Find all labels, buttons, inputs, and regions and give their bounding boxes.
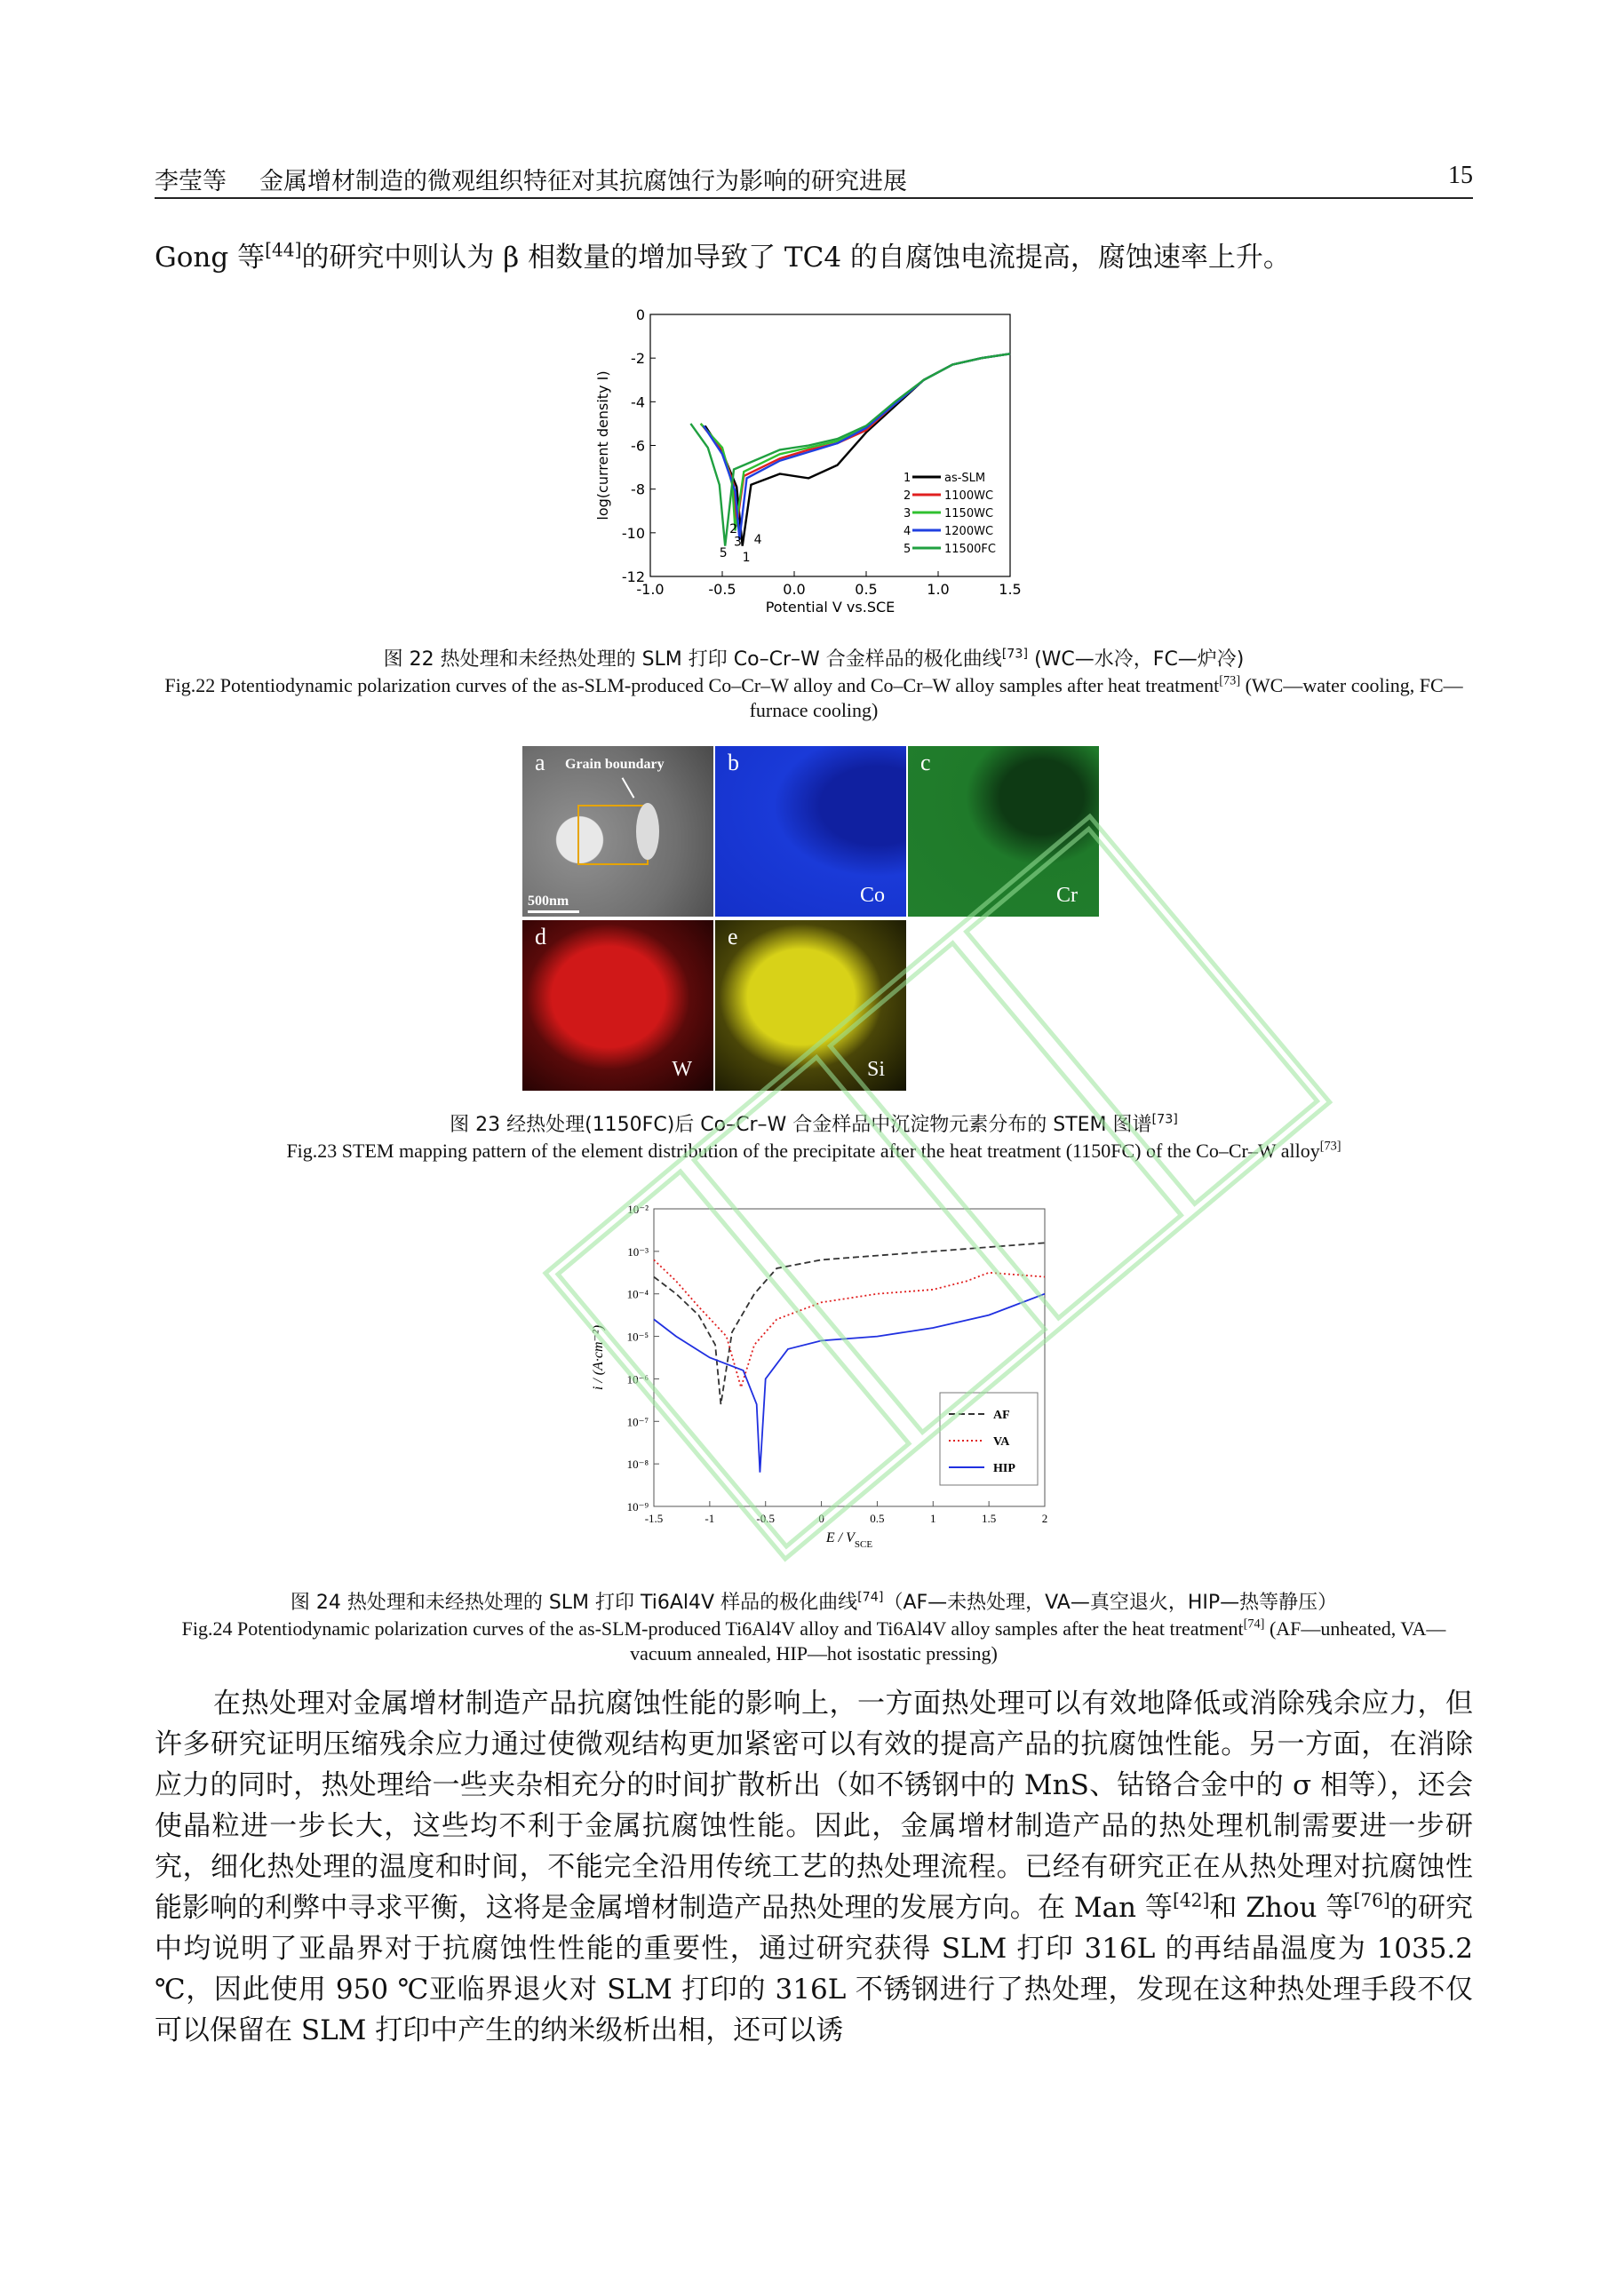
fig24-polarization-chart (577, 1195, 1075, 1568)
fig24-caption-en-post: (AF—unheated, VA—vacuum annealed, HIP—hot isostatic pressing) (630, 1617, 1446, 1664)
fig24-caption-en (155, 1617, 1473, 1666)
fig22-caption-en-post: (WC—water cooling, FC—furnace cooling) (749, 674, 1463, 721)
x-tick-label: 0.5 (870, 1512, 885, 1525)
intro-pre: Gong 等 (155, 242, 266, 274)
fig24-caption-en-ref: [74] (1243, 1617, 1265, 1632)
y-tick-label: -12 (621, 568, 645, 585)
x-tick-label: -0.5 (708, 581, 736, 598)
y-tick-label: -8 (631, 481, 645, 498)
y-axis-label: i / (A·cm⁻²) (591, 1324, 606, 1391)
intro-paragraph (155, 238, 1473, 277)
fig23-caption-en-text: Fig.23 STEM mapping pattern of the element distribution of the precipitate after the heat treatment (1150FC) of the Co–Cr–W alloy (286, 1140, 1320, 1162)
x-tick-label: 1.0 (927, 581, 950, 598)
scale-bar (528, 910, 579, 913)
legend-label: AF (993, 1409, 1010, 1422)
fig22-caption-cn (155, 647, 1473, 673)
series-line-1150WC (701, 354, 1010, 530)
curve-number-label: 4 (753, 533, 762, 548)
fig24-caption-cn-ref: [74] (857, 1590, 884, 1605)
element-label-si: Si (866, 1058, 885, 1081)
y-tick-label: -6 (631, 437, 645, 455)
legend-label: HIP (993, 1462, 1015, 1475)
x-tick-label: 1.5 (982, 1512, 997, 1525)
curve-number-label: 5 (719, 545, 728, 560)
x-tick-label: 0.5 (855, 581, 878, 598)
fig24-caption-cn (155, 1590, 1473, 1617)
element-label-w: W (672, 1058, 692, 1081)
y-tick-label: -4 (631, 393, 645, 411)
y-tick-label: 10⁻⁷ (626, 1415, 649, 1429)
x-tick-label: -1.5 (644, 1512, 664, 1525)
fig23-caption-cn-ref: [73] (1151, 1112, 1178, 1127)
x-axis-label: Potential V vs.SCE (765, 599, 896, 616)
page-number: 15 (1448, 162, 1473, 189)
legend-label: 1200WC (944, 525, 994, 538)
element-label-cr: Cr (1056, 884, 1078, 907)
fig22-caption-cn-ref: [73] (1001, 647, 1029, 662)
x-tick-label: -1 (705, 1512, 715, 1525)
panel-letter-e: e (728, 924, 738, 949)
fig22-caption-cn-text: 图 22 热处理和未经热处理的 SLM 打印 Co–Cr–W 合金样品的极化曲线 (383, 648, 1002, 671)
citation-42: [42] (1173, 1889, 1210, 1911)
body-paragraph (155, 1683, 1473, 2051)
fig22-caption-en-text: Fig.22 Potentiodynamic polarization curves of the as-SLM-produced Co–Cr–W alloy and Co–Cr–W alloy samples after heat treatment (164, 674, 1220, 696)
x-axis-label: E / $V_{SCE}$ (825, 1530, 873, 1550)
x-tick-label: -1.0 (636, 581, 665, 598)
series-line-VA (654, 1259, 1045, 1387)
x-tick-label: 0 (818, 1512, 824, 1525)
scale-bar-label: 500nm (528, 894, 569, 909)
curve-number-label: 1 (742, 550, 751, 565)
y-tick-label: 10⁻⁹ (626, 1500, 649, 1513)
x-tick-label: 2 (1041, 1512, 1048, 1525)
fig22-caption-cn-post: (WC—水冷，FC—炉冷) (1028, 648, 1245, 671)
fig22-caption-en-ref: [73] (1219, 673, 1241, 688)
fig24-caption-cn-post: （AF—未热处理，VA—真空退火，HIP—热等静压） (883, 1592, 1338, 1614)
fig23-caption-en-ref: [73] (1319, 1139, 1341, 1154)
fig23-caption-cn (155, 1112, 1473, 1139)
y-tick-label: 10⁻² (627, 1203, 649, 1216)
legend-number: 4 (904, 525, 912, 538)
header-authors: 李莹等 (155, 168, 227, 195)
y-tick-label: 10⁻⁴ (626, 1287, 649, 1301)
legend-label: 1100WC (944, 489, 994, 503)
y-tick-label: 10⁻⁸ (626, 1458, 649, 1472)
legend-label: 11500FC (944, 543, 996, 556)
stem-panel-d (522, 920, 713, 1091)
curve-number-label: 3 (733, 535, 742, 550)
fig24-caption-cn-text: 图 24 热处理和未经热处理的 SLM 打印 Ti6Al4V 样品的极化曲线 (290, 1592, 858, 1614)
fig24-caption-en-text: Fig.24 Potentiodynamic polarization curves of the as-SLM-produced Ti6Al4V alloy and Ti6Al4V alloy samples after the heat treatment (181, 1617, 1244, 1640)
legend-number: 2 (904, 489, 912, 503)
body-text-mid: 和 Zhou 等 (1209, 1892, 1354, 1924)
header-title: 金属增材制造的微观组织特征对其抗腐蚀行为影响的研究进展 (259, 168, 907, 195)
fig23-caption-cn-text: 图 23 经热处理(1150FC)后 Co–Cr–W 合金样品中沉淀物元素分布的 STEM 图谱 (450, 1114, 1152, 1136)
panel-letter-b: b (728, 750, 739, 775)
legend-number: 3 (904, 507, 912, 520)
panel-letter-c: c (920, 750, 931, 775)
stem-panel-e (715, 920, 906, 1091)
stem-panel-b (715, 746, 906, 917)
legend-box (940, 1393, 1038, 1485)
intro-post: 的研究中则认为 β 相数量的增加导致了 TC4 的自腐蚀电流提高，腐蚀速率上升。 (301, 242, 1291, 274)
fig22-caption-en (155, 673, 1473, 723)
y-tick-label: -2 (631, 350, 645, 368)
precipitate-particle (636, 803, 659, 860)
y-tick-label: 10⁻⁶ (626, 1372, 649, 1386)
x-tick-label: -0.5 (756, 1512, 776, 1525)
running-header (155, 158, 1473, 199)
legend-label: VA (993, 1435, 1010, 1449)
x-tick-label: 1.5 (999, 581, 1022, 598)
citation-76: [76] (1353, 1889, 1390, 1911)
fig22-polarization-chart (586, 302, 1048, 631)
body-text-b: 的研究中均说明了亚晶界对于抗腐蚀性性能的重要性，通过研究获得 SLM 打印 316L 的再结晶温度为 1035.2 ℃，因此使用 950 ℃亚临界退火对 SLM 打印的 316L 不锈钢进行了热处理，发现在这种热处理手段不仅可以保留在 SLM 打印中产生的纳米级析出相，还可以诱 (155, 1892, 1474, 2046)
x-tick-label: 1 (930, 1512, 936, 1525)
x-axis-label-subscript: SCE (854, 1539, 873, 1550)
y-tick-label: 0 (635, 306, 645, 323)
body-text-a: 在热处理对金属增材制造产品抗腐蚀性能的影响上，一方面热处理可以有效地降低或消除残余应力，但许多研究证明压缩残余应力通过使微观结构更加紧密可以有效的提高产品的抗腐蚀性能。另一方面，在消除应力的同时，热处理给一些夹杂相充分的时间扩散析出（如不锈钢中的 MnS、钴铬合金中的 σ 相等），还会使晶粒进一步长大，这些均不利于金属抗腐蚀性能。因此，金属增材制造产品的热处理机制需要进一步研究，细化热处理的温度和时间，不能完全沿用传统工艺的热处理流程。已经有研究正在从热处理对抗腐蚀性能影响的利弊中寻求平衡，这将是金属增材制造产品热处理的发展方向。在 Man 等 (155, 1688, 1473, 1924)
y-tick-label: -10 (621, 524, 645, 542)
y-axis-label: log(current density I) (594, 370, 611, 520)
panel-letter-d: d (535, 924, 546, 949)
fig23-stem-mapping (522, 746, 1102, 1091)
grain-boundary-arrow (622, 777, 635, 798)
panel-letter-a: a (535, 750, 545, 775)
stem-panel-a (522, 746, 713, 917)
body-paragraph-text (155, 1683, 1473, 2051)
series-line-AF (654, 1243, 1045, 1404)
y-tick-label: 10⁻⁵ (626, 1330, 649, 1344)
fig23-caption-en (155, 1139, 1473, 1164)
legend-label: 1150WC (944, 507, 994, 520)
element-label-co: Co (859, 884, 885, 907)
legend-label: as-SLM (944, 472, 986, 485)
citation-44: [44] (265, 239, 302, 261)
legend-number: 1 (904, 472, 912, 485)
y-tick-label: 10⁻³ (627, 1244, 649, 1259)
legend-number: 5 (904, 543, 912, 556)
stem-panel-c (908, 746, 1099, 917)
curve-number-label: 2 (729, 521, 738, 536)
grain-boundary-label: Grain boundary (565, 757, 665, 772)
x-tick-label: 0.0 (783, 581, 806, 598)
